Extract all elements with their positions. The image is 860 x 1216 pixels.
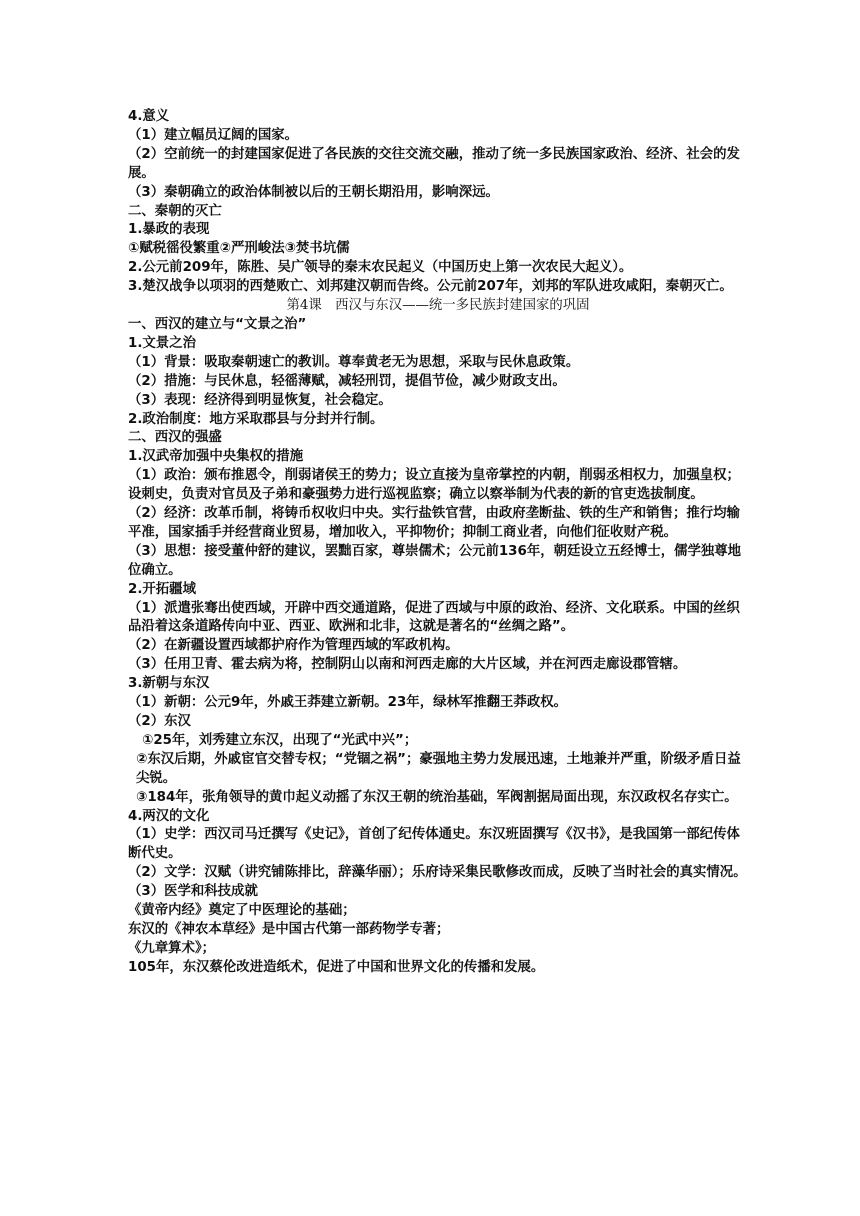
text-line: （2）空前统一的封建国家促进了各民族的交往交流交融，推动了统一多民族国家政治、经济、社会的发展。 — [128, 146, 740, 181]
text-line: （1）建立幅员辽阔的国家。 — [128, 127, 299, 143]
text-line: （3）秦朝确立的政治体制被以后的王朝长期沿用，影响深远。 — [128, 184, 499, 200]
text-line: 2.公元前209年，陈胜、吴广领导的秦末农民起义（中国历史上第一次农民大起义）。 — [128, 260, 633, 276]
subheading: 1.暴政的表现 — [128, 222, 210, 238]
text-line: （1）政治：颁布推恩令，削弱诸侯王的势力；设立直接为皇帝掌控的内朝，削弱丞相权力，加强皇权；设刺史，负责对官员及子弟和豪强势力进行巡视监察；确立以察举制为代表的新的官吏选拔制度。 — [128, 468, 740, 503]
text-line: （2）措施：与民休息，轻徭薄赋，减轻刑罚，提倡节俭，减少财政支出。 — [128, 373, 566, 389]
text-line: 《黄帝内经》奠定了中医理论的基础； — [128, 903, 356, 919]
text-line: （1）背景：吸取秦朝速亡的教训。尊奉黄老无为思想，采取与民休息政策。 — [128, 354, 580, 370]
text-line: （1）派遣张骞出使西域，开辟中西交通道路，促进了西域与中原的政治、经济、文化联系。中国的丝织品沿着这条道路传向中亚、西亚、欧洲和北非，这就是著名的“丝绸之路”。 — [128, 600, 740, 635]
text-line: ①赋税徭役繁重②严刑峻法③焚书坑儒 — [128, 241, 350, 257]
text-line: ②东汉后期，外戚宦官交替专权；“党锢之祸”；豪强地主势力发展迅速，土地兼并严重，阶级矛盾日益尖锐。 — [136, 751, 741, 786]
text-line: （2）文学：汉赋（讲究铺陈排比，辞藻华丽）；乐府诗采集民歌修改而成，反映了当时社会的真实情况。 — [128, 865, 747, 881]
subheading: 4.两汉的文化 — [128, 808, 210, 824]
document-body — [128, 108, 748, 978]
text-line: ③184年，张角领导的黄巾起义动摇了东汉王朝的统治基础，军阀割据局面出现，东汉政权名存实亡。 — [136, 789, 738, 805]
heading-significance: 4.意义 — [128, 109, 170, 124]
subheading: 3.新朝与东汉 — [128, 676, 210, 692]
text-line: （3）思想：接受董仲舒的建议，罢黜百家，尊崇儒术；公元前136年，朝廷设立五经博士，儒学独尊地位确立。 — [128, 543, 742, 578]
text-line: ①25年，刘秀建立东汉，出现了“光武中兴”； — [142, 732, 418, 748]
section-heading: 二、西汉的强盛 — [128, 430, 222, 446]
text-line: （3）任用卫青、霍去病为将，控制阴山以南和河西走廊的大片区域，并在河西走廊设郡管辖。 — [128, 657, 687, 673]
text-line: （1）史学：西汉司马迁撰写《史记》，首创了纪传体通史。东汉班固撰写《汉书》，是我国第一部纪传体断代史。 — [128, 827, 740, 862]
text-line: 105年，东汉蔡伦改进造纸术，促进了中国和世界文化的传播和发展。 — [128, 959, 545, 975]
subheading: 1.汉武帝加强中央集权的措施 — [128, 449, 304, 465]
subheading: 1.文景之治 — [128, 335, 196, 351]
text-line: （2）在新疆设置西域都护府作为管理西域的军政机构。 — [128, 638, 459, 654]
section-heading: 二、秦朝的灭亡 — [128, 203, 222, 219]
text-line: （3）表现：经济得到明显恢复，社会稳定。 — [128, 392, 392, 408]
text-line: 2.政治制度：地方采取郡县与分封并行制。 — [128, 411, 384, 427]
text-line: （2）经济：改革币制，将铸币权收归中央。实行盐铁官营，由政府垄断盐、铁的生产和销售；推行均输平准，国家插手并经营商业贸易，增加收入，平抑物价；抑制工商业者，向他们征收财产税。 — [128, 506, 740, 540]
text-line: （3）医学和科技成就 — [128, 884, 258, 900]
text-line: 《九章算术》； — [128, 940, 216, 956]
section-heading: 一、西汉的建立与“文景之治” — [128, 316, 307, 332]
text-line: （1）新朝：公元9年，外戚王莽建立新朝。23年，绿林军推翻王莽政权。 — [128, 695, 567, 711]
text-line: （2）东汉 — [128, 714, 191, 729]
text-line: 东汉的《神农本草经》是中国古代第一部药物学专著； — [128, 921, 450, 937]
lesson-title: 第4课 西汉与东汉——统一多民族封建国家的巩固 — [286, 298, 590, 314]
subheading: 2.开拓疆域 — [128, 581, 196, 597]
text-line: 3.楚汉战争以项羽的西楚败亡、刘邦建汉朝而告终。公元前207年，刘邦的军队进攻咸阳，秦朝灭亡。 — [128, 279, 733, 295]
